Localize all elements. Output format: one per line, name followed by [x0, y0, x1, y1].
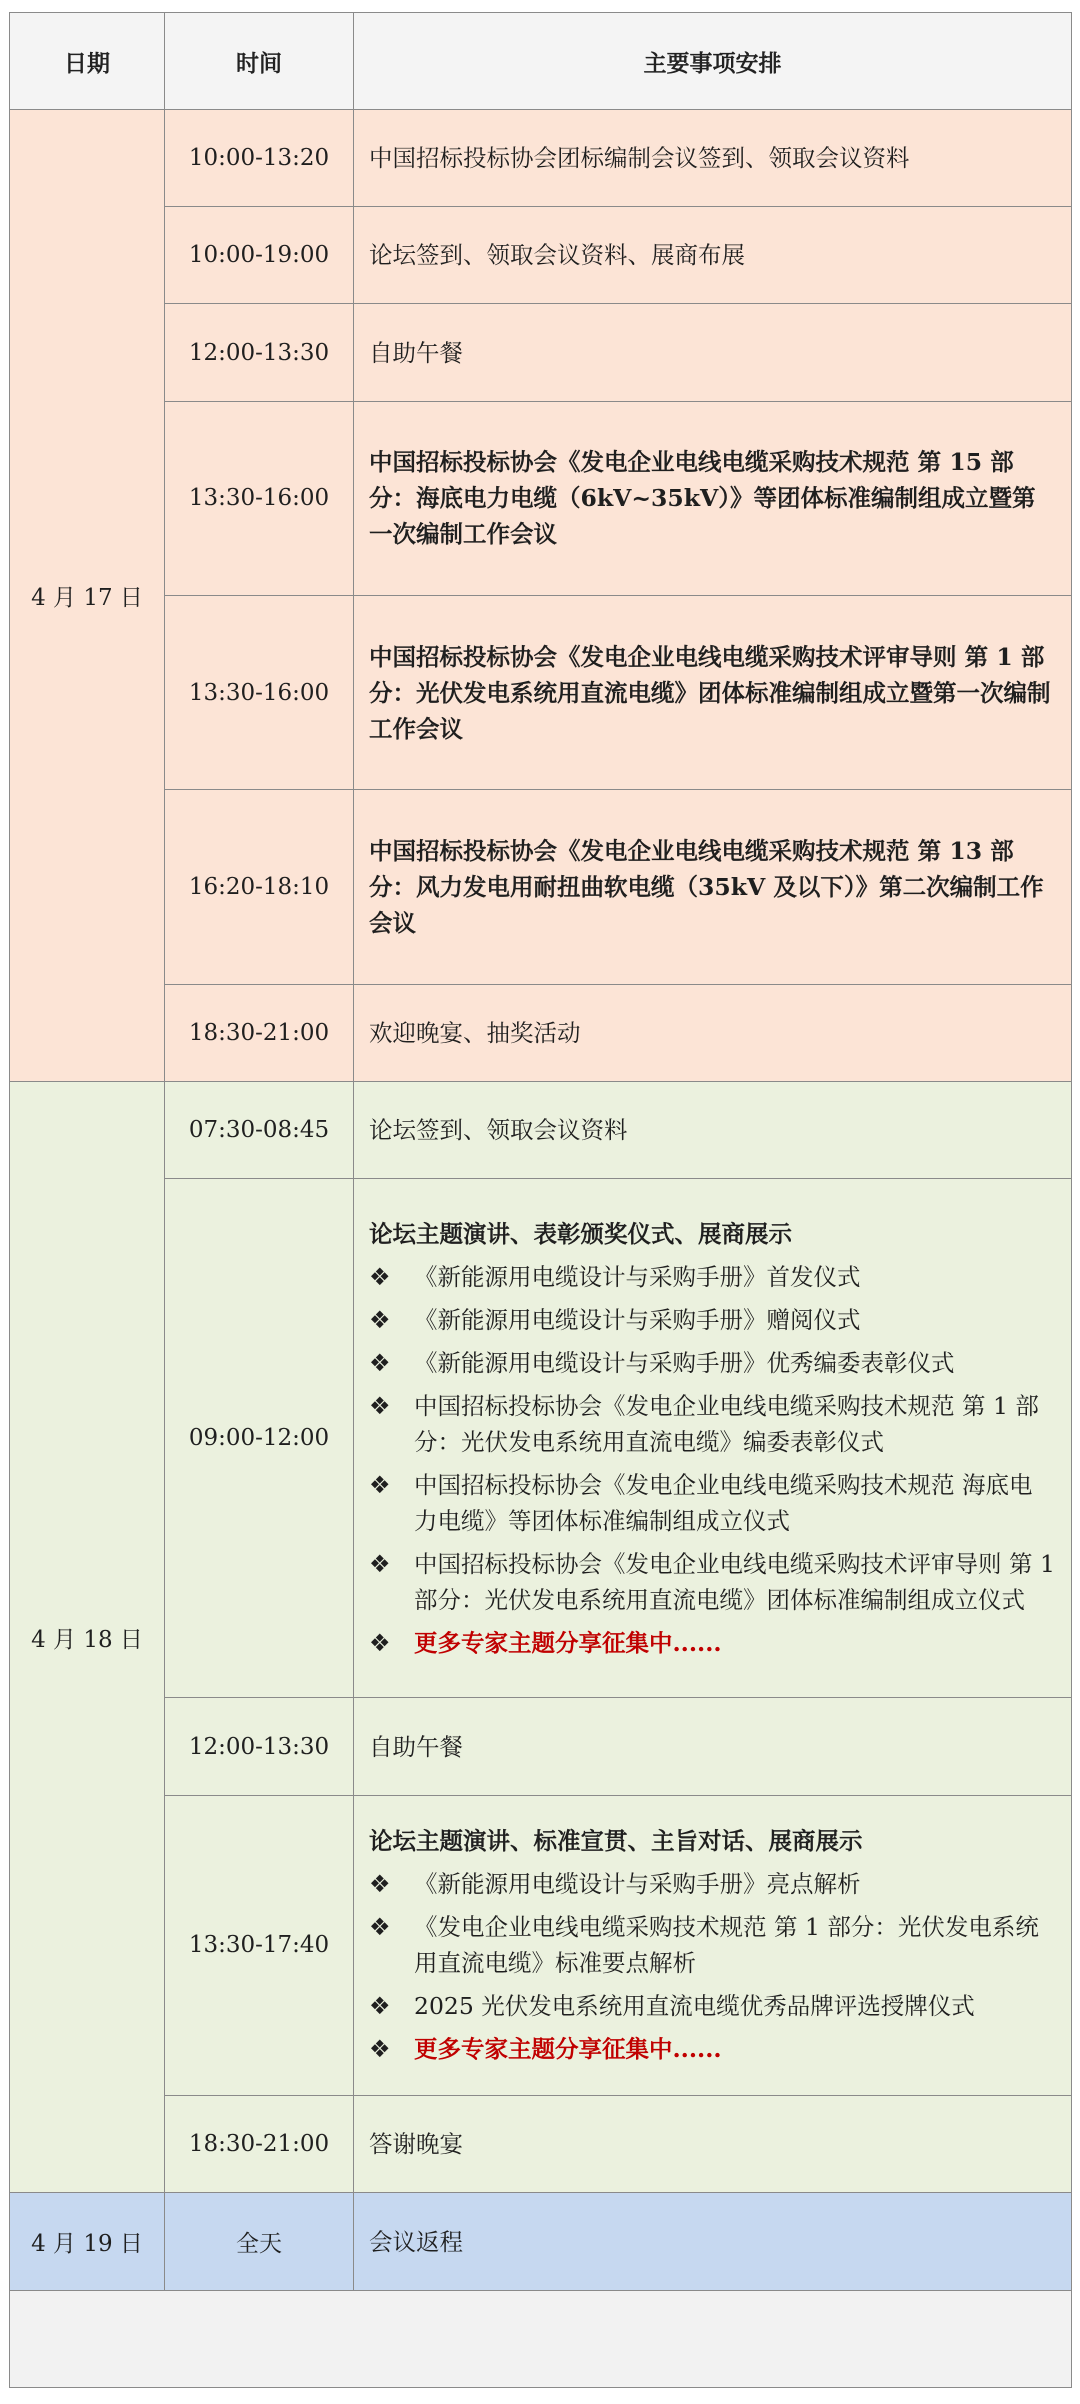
item-title: 论坛主题演讲、标准宣贯、主旨对话、展商展示	[369, 1827, 863, 1856]
schedule-table	[9, 12, 1072, 2388]
list-item-text: 《新能源用电缆设计与采购手册》赠阅仪式	[414, 1305, 861, 1334]
item-cell: 中国招标投标协会《发电企业电线电缆采购技术规范 第 15 部分：海底电力电缆（6kV~35kV）》等团体标准编制组成立暨第一次编制工作会议	[354, 401, 1072, 595]
empty-footer-row	[10, 2290, 1072, 2387]
schedule-row	[10, 596, 1072, 790]
list-item	[369, 1467, 1055, 1539]
list-item	[369, 1388, 1055, 1460]
time-cell: 09:00-12:00	[165, 1179, 354, 1698]
item-cell: 中国招标投标协会团标编制会议签到、领取会议资料	[354, 110, 1072, 207]
diamond-bullet-icon: ❖	[369, 1628, 391, 1657]
list-item-text: 中国招标投标协会《发电企业电线电缆采购技术规范 海底电力电缆》等团体标准编制组成立仪式	[414, 1470, 1033, 1535]
schedule-row	[10, 207, 1072, 304]
date-cell: 4 月 17 日	[10, 110, 165, 1082]
item-cell: 论坛签到、领取会议资料、展商布展	[354, 207, 1072, 304]
list-item-text: 《发电企业电线电缆采购技术规范 第 1 部分：光伏发电系统用直流电缆》标准要点解析	[414, 1913, 1039, 1978]
item-cell: 论坛签到、领取会议资料	[354, 1082, 1072, 1179]
diamond-bullet-icon: ❖	[369, 1348, 391, 1377]
diamond-bullet-icon: ❖	[369, 1549, 391, 1578]
header-time: 时间	[165, 13, 354, 110]
list-item	[369, 1345, 1055, 1381]
time-cell: 16:20-18:10	[165, 790, 354, 984]
time-cell: 12:00-13:30	[165, 304, 354, 401]
schedule-row	[10, 304, 1072, 401]
item-cell: 中国招标投标协会《发电企业电线电缆采购技术规范 第 13 部分：风力发电用耐扭曲软电缆（35kV 及以下）》第二次编制工作会议	[354, 790, 1072, 984]
bullet-list	[369, 1259, 1055, 1661]
diamond-bullet-icon: ❖	[369, 2035, 391, 2064]
list-item-text: 《新能源用电缆设计与采购手册》首发仪式	[414, 1262, 861, 1291]
item-cell: 答谢晚宴	[354, 2096, 1072, 2193]
bullet-list	[369, 1866, 1055, 2067]
time-cell: 10:00-19:00	[165, 207, 354, 304]
callout-text: 更多专家主题分享征集中......	[414, 2035, 722, 2064]
diamond-bullet-icon: ❖	[369, 1470, 391, 1499]
item-title: 论坛主题演讲、表彰颁奖仪式、展商展示	[369, 1219, 792, 1248]
list-item-text: 中国招标投标协会《发电企业电线电缆采购技术评审导则 第 1 部分：光伏发电系统用直流电缆》团体标准编制组成立仪式	[414, 1549, 1055, 1614]
callout-text: 更多专家主题分享征集中......	[414, 1628, 722, 1657]
empty-footer-cell	[10, 2290, 1072, 2387]
time-cell: 18:30-21:00	[165, 984, 354, 1081]
diamond-bullet-icon: ❖	[369, 1992, 391, 2021]
time-cell: 12:00-13:30	[165, 1698, 354, 1795]
time-cell: 13:30-16:00	[165, 596, 354, 790]
date-cell: 4 月 19 日	[10, 2193, 165, 2290]
diamond-bullet-icon: ❖	[369, 1391, 391, 1420]
header-date: 日期	[10, 13, 165, 110]
time-cell: 18:30-21:00	[165, 2096, 354, 2193]
schedule-row	[10, 2096, 1072, 2193]
schedule-row	[10, 2193, 1072, 2290]
header-row	[10, 13, 1072, 110]
list-item	[369, 1546, 1055, 1618]
schedule-row	[10, 984, 1072, 1081]
schedule-row	[10, 1698, 1072, 1795]
item-cell	[354, 1179, 1072, 1698]
schedule-row	[10, 1082, 1072, 1179]
item-cell: 会议返程	[354, 2193, 1072, 2290]
diamond-bullet-icon: ❖	[369, 1913, 391, 1942]
item-cell	[354, 1795, 1072, 2096]
header-items: 主要事项安排	[354, 13, 1072, 110]
date-cell: 4 月 18 日	[10, 1082, 165, 2193]
list-item-text: 《新能源用电缆设计与采购手册》优秀编委表彰仪式	[414, 1348, 955, 1377]
list-item-text: 2025 光伏发电系统用直流电缆优秀品牌评选授牌仪式	[414, 1992, 975, 2021]
time-cell: 13:30-16:00	[165, 401, 354, 595]
list-item	[369, 1259, 1055, 1295]
time-cell: 13:30-17:40	[165, 1795, 354, 2096]
item-cell: 自助午餐	[354, 1698, 1072, 1795]
diamond-bullet-icon: ❖	[369, 1870, 391, 1899]
time-cell: 07:30-08:45	[165, 1082, 354, 1179]
list-item	[369, 2031, 1055, 2067]
time-cell: 全天	[165, 2193, 354, 2290]
list-item-text: 中国招标投标协会《发电企业电线电缆采购技术规范 第 1 部分：光伏发电系统用直流电缆》编委表彰仪式	[414, 1391, 1039, 1456]
schedule-row	[10, 401, 1072, 595]
list-item	[369, 1625, 1055, 1661]
list-item	[369, 1866, 1055, 1902]
time-cell: 10:00-13:20	[165, 110, 354, 207]
schedule-row	[10, 790, 1072, 984]
list-item	[369, 1909, 1055, 1981]
list-item-text: 《新能源用电缆设计与采购手册》亮点解析	[414, 1870, 861, 1899]
schedule-row	[10, 1179, 1072, 1698]
diamond-bullet-icon: ❖	[369, 1262, 391, 1291]
list-item	[369, 1302, 1055, 1338]
item-cell: 欢迎晚宴、抽奖活动	[354, 984, 1072, 1081]
diamond-bullet-icon: ❖	[369, 1305, 391, 1334]
item-cell: 中国招标投标协会《发电企业电线电缆采购技术评审导则 第 1 部分：光伏发电系统用直流电缆》团体标准编制组成立暨第一次编制工作会议	[354, 596, 1072, 790]
schedule-row	[10, 110, 1072, 207]
item-cell: 自助午餐	[354, 304, 1072, 401]
list-item	[369, 1988, 1055, 2024]
schedule-row	[10, 1795, 1072, 2096]
